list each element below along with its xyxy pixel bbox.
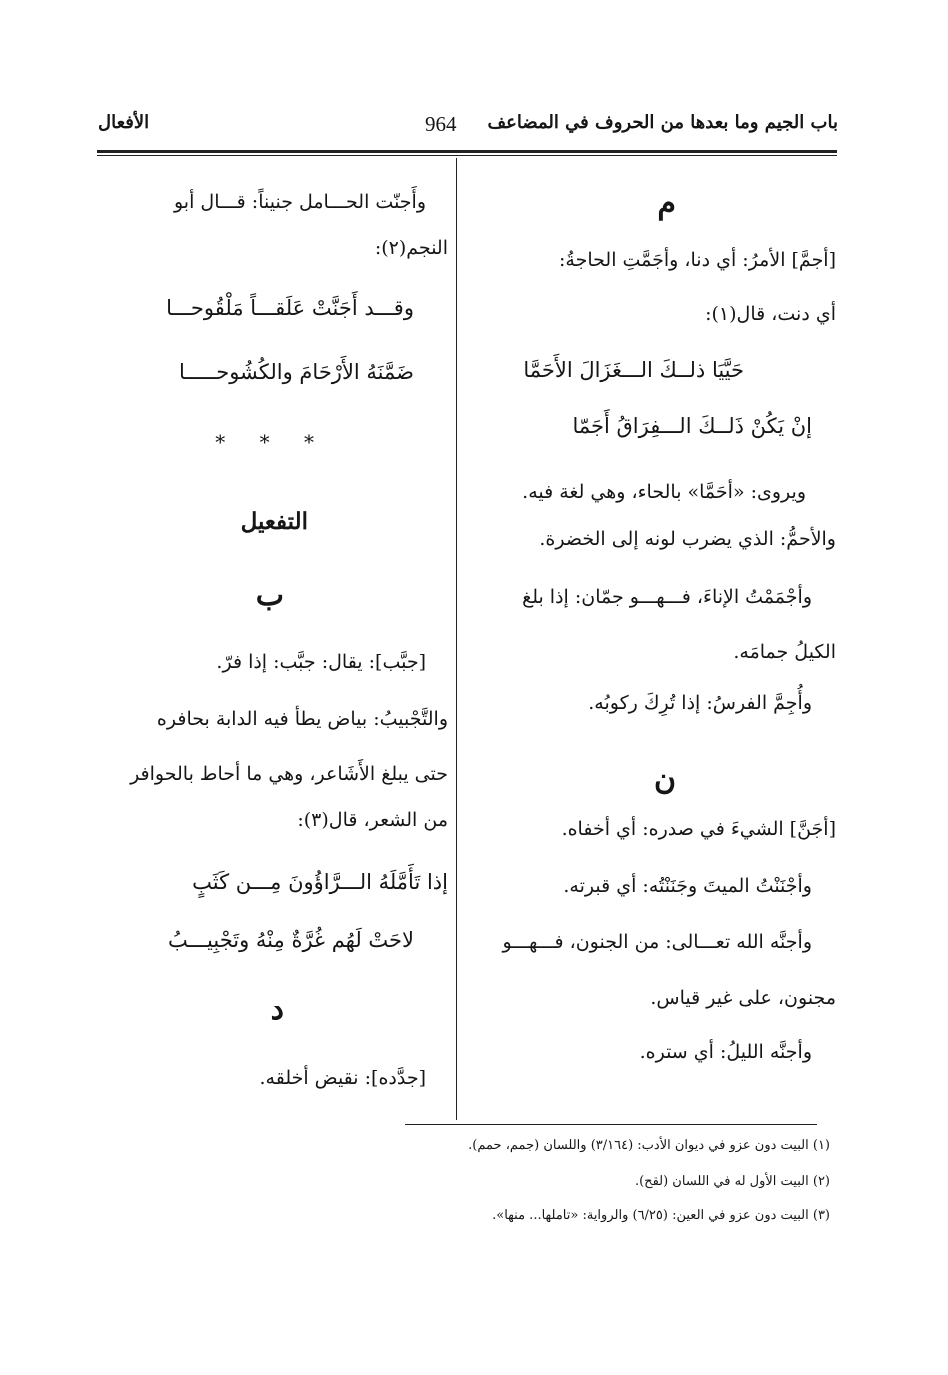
verse-line: وقـــد أَجَنَّتْ عَلَقـــاً مَلْقُوحـــا — [166, 296, 414, 320]
text-line: وأَجنّت الحـــامل جنيناً: قـــال أبو — [173, 191, 426, 213]
text-line: وأُجِمَّ الفرسُ: إذا تُرِكَ ركوبُه. — [588, 692, 812, 714]
text-line: [أجَنَّ] الشيءَ في صدره: أي أخفاه. — [561, 818, 836, 840]
verse-line: لاحَتْ لَهُم غُرَّةٌ مِنْهُ وتَجْبِيـــبُ — [167, 928, 414, 952]
verse-line: إنْ يَكُنْ ذَلــكَ الـــفِرَاقُ أَجَمّا — [572, 414, 812, 438]
text-line: من الشعر، قال(٣): — [297, 809, 448, 831]
verse-line: إذا تَأَمَّلَهُ الـــرَّاؤُونَ مِـــن كَثَبٍ — [192, 870, 448, 894]
header-rule — [97, 150, 837, 153]
text-line: والأحمُّ: الذي يضرب لونه إلى الخضرة. — [539, 528, 836, 550]
footnote-2: (٢) البيت الأول له في اللسان (لقح). — [634, 1174, 830, 1189]
text-line: وأجْمَمْتُ الإناءَ، فـــهـــو جمّان: إذا بلغ — [522, 586, 812, 608]
footnote-3: (٣) البيت دون عزو في العين: (٦/٢٥) والرواية: «تاملها... منها». — [492, 1208, 830, 1223]
footnote-rule — [405, 1124, 817, 1125]
text-line: والتَّجْبيبُ: بياض يطأ فيه الدابة بحافره — [156, 708, 448, 730]
section-heading: التفعيل — [240, 508, 308, 535]
letter-heading: ب — [255, 578, 284, 613]
footnote-1: (١) البيت دون عزو في ديوان الأدب: (٣/١٦٤) واللسان (جمم، حمم). — [468, 1138, 830, 1153]
section-title: الأفعال — [98, 112, 150, 133]
text-line: [جدَّده]: نقيض أخلقه. — [259, 1067, 426, 1089]
text-line: النجم(٢): — [374, 237, 448, 259]
text-line: وأجنَّه الليلُ: أي ستره. — [639, 1041, 812, 1063]
text-line: ويروى: «أحَمَّا» بالحاء، وهي لغة فيه. — [522, 481, 806, 503]
verse-line: ضَمَّنَهُ الأَرْحَامَ والكُشُوحـــــا — [179, 360, 414, 384]
text-line: [أجمَّ] الأمرُ: أي دنا، وأجَمَّتِ الحاجةُ: — [559, 249, 836, 271]
verse-line: حَيَّيَا ذلــكَ الـــغَزَالَ الأَحَمَّا — [523, 358, 744, 382]
text-line: أي دنت، قال(١): — [705, 303, 836, 325]
column-divider — [456, 158, 457, 1120]
text-line: [جبَّب]: يقال: جبَّب: إذا فرّ. — [216, 651, 426, 673]
letter-heading: م — [657, 186, 676, 221]
letter-heading: د — [270, 992, 284, 1027]
separator-stars: * * * — [215, 430, 328, 454]
chapter-title: باب الجيم وما بعدها من الحروف في المضاعف — [487, 112, 838, 133]
text-line: مجنون، على غير قياس. — [650, 987, 836, 1009]
page-number: 964 — [425, 112, 457, 136]
text-line: حتى يبلغ الأَشَاعر، وهي ما أحاط بالحوافر — [130, 763, 448, 785]
letter-heading: ن — [653, 762, 676, 797]
text-line: وأجنَّه الله تعـــالى: من الجنون، فـــهـــو — [502, 931, 812, 953]
header-rule-thin — [97, 155, 837, 156]
text-line: الكيلُ جمامَه. — [733, 641, 836, 663]
text-line: وأجْنَنْتُ الميتَ وجَنَنْتُه: أي قبرته. — [563, 875, 812, 897]
